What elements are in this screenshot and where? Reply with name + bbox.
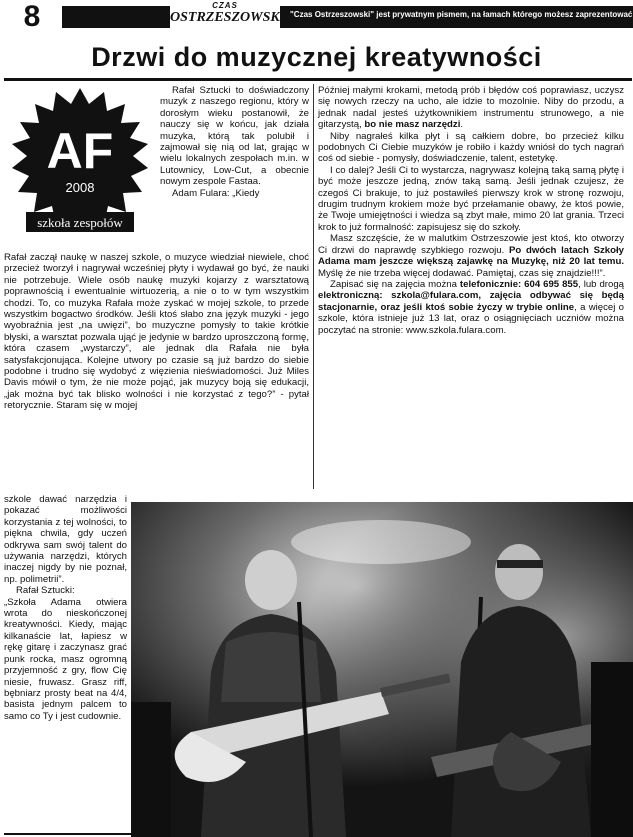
intro-paragraph: Rafał Sztucki to doświadczony muzyk z naszego regionu, który w dorosłym wieku postanowił, że nauczy się w końcu, jak działa muzyka, którą tak polubił i zajmował się nią od lat, grając w wielu lokalnych zespołach m.in. w Lutownicy, Low-Cut, a obecnie nowym zespole Fastaa. — [160, 85, 309, 188]
col2-paragraph-4: Masz szczęście, że w malutkim Ostrzeszowie jest ktoś, kto otworzy Ci drzwi do naprawdę szybkiego rozwoju. Po dwóch latach Szkoły Adama mam jeszcze większą zajawkę na Muzykę, niż 20 lat temu. Myślę że nie trzeba więcej dodawać. Pamiętaj, czas się znajdzie!!!”. — [318, 233, 624, 279]
badge-letters: AF — [46, 123, 114, 179]
column-3-narrow — [4, 494, 127, 722]
column-2 — [318, 85, 624, 336]
af-school-badge — [6, 86, 154, 236]
badge-year: 2008 — [65, 180, 95, 195]
bottom-rule — [4, 833, 131, 835]
column-1-intro — [160, 85, 309, 199]
logo-small-text: CZAS — [212, 1, 238, 10]
page-number: 8 — [23, 0, 41, 33]
article-title: Drzwi do muzycznej kreatywności — [91, 42, 542, 72]
quote-speaker-rafal: Rafał Sztucki: — [16, 585, 75, 597]
column-1-body — [4, 252, 309, 412]
header-tagline: "Czas Ostrzeszowski" jest prywatnym pismem, na łamach którego możesz zaprezentować — [290, 10, 633, 19]
band-photo — [131, 502, 633, 837]
col2-contact-paragraph: Zapisać się na zajęcia można telefonicznie: 604 695 855, lub drogą elektroniczną: szkola@fulara.com, zajęcia odbywać się będą stacjonarnie, oraz jeśli ktoś sobie życzy w trybie online, a więcej o szkole, która istnieje już 13 lat, oraz o osiągnięciach uczniów można poczytać na stronie: www.szkola.fulara.com. — [318, 278, 624, 336]
rafal-quote-text: „Szkoła Adama otwiera wrota do nieskończonej kreatywności. Kiedy, mając kilkanaście lat, łapiesz w rękę gitarę i zaczynasz grać punk rocka, masz ogromną przyjemność z gry, flow Cię niesie, fruwasz. Grasz riff, bębniarz prosty beat na 4/4, basista jednym palcem to samo co Ty i jest cudownie. — [4, 596, 127, 722]
column-divider — [313, 84, 314, 489]
adam-quote-text: Rafał zaczął naukę w naszej szkole, o muzyce wiedział niewiele, choć przecież tworzył i nagrywał wcześniej płyty i wydawał go być, że nauki nie potrzebuje. Wiele osób naukę muzyki kojarzy z warsztatową poprawnością i ewentualnie wirtuozerią, a nie o to w tym wszystkim chodzi. To, co muzyka Rafała może zyskać w mojej szkole, to przede wszystkim bogactwo środków. Jeśli ktoś słabo zna język muzyki - jego wyobraźnia jest „na uwięzi”, bo muzyczne pomysły to takie krótkie błyski, a warsztat pozwala ująć je jedynie w bardzo uproszczoną formę, która czasem „wystarczy”, ale jednak dla Rafała nie była satysfakcjonująca. Kolejne utwory po czasie są już bardzo do siebie podobne i trudno się wydobyć z więzienia nieświadomości. Już Miles Davis mówił o tym, że nie może pojąć, jak muzycy boją się edukacji, „jak można być tak blisko wolności i nie korzystać z tego?” - pytał retorycznie. Staram się w mojej — [4, 252, 309, 412]
col2-paragraph-1: Później małymi krokami, metodą prób i błędów coś poprawiasz, uczysz się nowych rzeczy na ucho, ale idzie to mozolnie. Niby do przodu, a jednak nadal jesteś użytkownikiem instrumentu strunowego, a nie gitarzystą, bo nie masz narzędzi. — [318, 85, 624, 131]
col2-paragraph-3: I co dalej? Jeśli Ci to wystarcza, nagrywasz kolejną taką samą płytę i być może jeszcze jedną, znów taką samą. Jeśli jednak czujesz, że czegoś Ci brakuje, to już postawiłeś pierwszy krok w stronę rozwoju, drugim trudnym krokiem może być przełamanie obawy, że ktoś powie, że Twoje umiejętności i wiedza są zbyt małe, mimo 20 lat grania. Trzeci krok to już formalność: zapisujesz się do szkoły. — [318, 164, 624, 233]
quote-speaker-adam: Adam Fulara: „Kiedy — [172, 187, 260, 199]
adam-quote-continued: szkole dawać narzędzia i pokazać możliwości korzystania z tej wolności, to piękna chwila, gdy uczeń odkrywa sam swój talent do używania narzędzi, których inaczej nigdy by nie poznał, np. polimetrii”. — [4, 494, 127, 585]
logo-large-text: OSTRZESZOWSKI — [170, 10, 286, 25]
badge-caption: szkoła zespołów — [37, 215, 123, 230]
page-header — [0, 0, 633, 34]
newspaper-logo — [170, 1, 286, 31]
col2-paragraph-2: Niby nagrałeś kilka płyt i są całkiem dobre, bo przecież kilku podobnych Ci Ciebie muzyków je robiło i każdy wniósł do tych nagrań coś od siebie - pomysły, doświadczenie, talent, estetykę. — [318, 130, 624, 165]
band-performance-illustration — [131, 502, 633, 837]
title-divider — [4, 78, 632, 81]
